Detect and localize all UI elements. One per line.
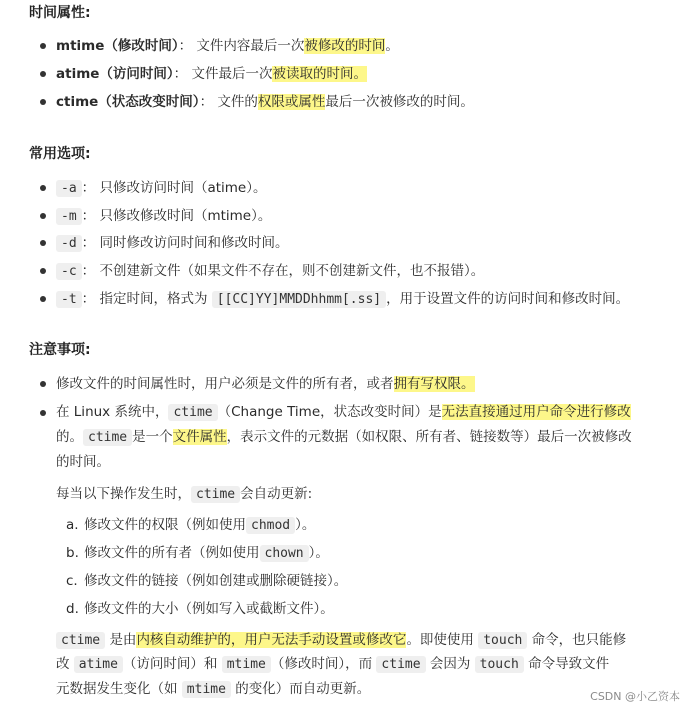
item-text: 。即使使用 [406,632,474,648]
inline-code: chmod [246,517,295,534]
bullet-icon [40,71,46,77]
item-text: ： 指定时间，格式为 [81,291,208,307]
item-text: ）。 [295,517,316,533]
inline-code: ctime [83,429,132,446]
item-text: 文件最后一次 [191,66,273,82]
item-text: 修改文件的时间属性时，用户必须是文件的所有者，或者 [56,376,394,392]
inline-code: touch [478,632,527,649]
item-text: 元数据发生变化（如 [56,681,178,697]
inline-code: ctime [56,632,105,649]
item-text: （访问时间）和 [122,656,218,672]
item-text: ，表示文件的元数据（如权限、所有者、链接数等）最后一次被修改 [226,429,632,445]
bullet-icon [40,381,46,387]
ordered-list-item [66,572,347,590]
item-text: 修改文件的权限（例如使用 [84,517,246,533]
list-item [56,262,484,281]
ordered-list-item [66,600,334,618]
bullet-icon [40,99,46,105]
inline-code: atime [74,656,123,673]
bullet-icon [40,410,46,416]
separator: ： [173,66,192,82]
item-text: 会因为 [429,656,471,672]
highlight-text: 内核自动维护的，用户无法手动设置或修改它 [136,632,407,648]
inline-code: chown [260,545,309,562]
item-text: 改 [56,656,70,672]
ordered-list-item [66,544,329,563]
paragraph-line [56,680,370,699]
list-item [56,179,266,198]
option-code: -d [56,235,82,252]
list-marker: a. [66,517,79,533]
ordered-list-item [66,516,315,535]
item-text: ，用于设置文件的访问时间和修改时间。 [386,291,630,307]
item-text: ： 只修改修改时间（mtime）。 [81,208,272,224]
item-text: 命令导致文件 [528,656,610,672]
item-text: 的。 [56,429,83,445]
highlight-text: 被读取的时间。 [272,66,367,82]
paragraph-line [56,631,626,650]
item-text: 最后一次被修改的时间。 [325,94,474,110]
paragraph-line [56,655,609,674]
bullet-icon [40,268,46,274]
highlight-text: 文件属性 [172,429,227,445]
highlight-text: 权限或属性 [257,94,326,110]
item-text: ）。 [308,545,329,561]
separator: ： [199,94,218,110]
list-item [56,93,474,111]
term-label: atime（访问时间） [56,66,174,82]
item-text: 文件内容最后一次 [196,38,305,54]
item-text: ： 不创建新文件（如果文件不存在，则不创建新文件，也不报错）。 [81,263,485,279]
highlight-text: 被修改的时间 [304,38,386,54]
term-label: mtime（修改时间） [56,38,179,54]
item-text: 在 Linux 系统中， [56,404,169,420]
item-text: 修改文件的大小（例如写入或截断文件）。 [84,601,334,617]
item-text: （修改时间），而 [270,656,373,672]
list-item [56,207,271,226]
inline-code: mtime [182,681,231,698]
separator: ： [178,38,197,54]
inline-code: ctime [191,486,240,503]
time-attrs-heading: 时间属性: [29,5,91,21]
item-text: 修改文件的所有者（例如使用 [84,545,260,561]
list-marker: d. [66,601,79,617]
item-text: 修改文件的链接（例如创建或删除硬链接）。 [84,573,348,589]
inline-code: mtime [222,656,271,673]
list-item [56,290,629,309]
watermark: CSDN @小乙资本 [590,690,680,703]
bullet-icon [40,43,46,49]
item-text: 的变化）而自动更新。 [235,681,371,697]
inline-code: touch [475,656,524,673]
option-code: -m [56,208,82,225]
inline-code: ctime [168,404,217,421]
paragraph-line [56,485,312,504]
paragraph-line [56,428,632,447]
list-marker: b. [66,545,79,561]
bullet-icon [40,213,46,219]
item-text: 文件的 [217,94,258,110]
list-item [56,375,475,393]
item-text: 是一个 [132,429,173,445]
list-item [56,65,367,83]
item-text: 每当以下操作发生时， [56,486,191,502]
highlight-text: 无法直接通过用户命令进行修改 [441,404,631,420]
option-code: -a [56,180,82,197]
bullet-icon [40,185,46,191]
notes-heading: 注意事项: [29,342,91,358]
format-code: [[CC]YY]MMDDhhmm[.ss] [212,291,386,308]
option-code: -t [56,291,82,308]
option-code: -c [56,263,82,280]
item-text: （Change Time，状态改变时间）是 [217,404,442,420]
paragraph-line [56,403,631,422]
inline-code: ctime [376,656,425,673]
list-item [56,234,288,253]
bullet-icon [40,296,46,302]
item-text: ： 只修改访问时间（atime）。 [81,180,267,196]
item-text: 。 [385,38,399,54]
paragraph-line: 的时间。 [56,454,110,470]
bullet-icon [40,240,46,246]
highlight-text: 拥有写权限。 [393,376,475,392]
list-item [56,37,399,55]
options-heading: 常用选项: [29,146,91,162]
item-text: 是由 [109,632,137,648]
item-text: 命令，也只能修 [531,632,627,648]
term-label: ctime（状态改变时间） [56,94,200,110]
list-marker: c. [66,573,78,589]
item-text: ： 同时修改访问时间和修改时间。 [81,235,289,251]
item-text: 会自动更新: [240,486,313,502]
